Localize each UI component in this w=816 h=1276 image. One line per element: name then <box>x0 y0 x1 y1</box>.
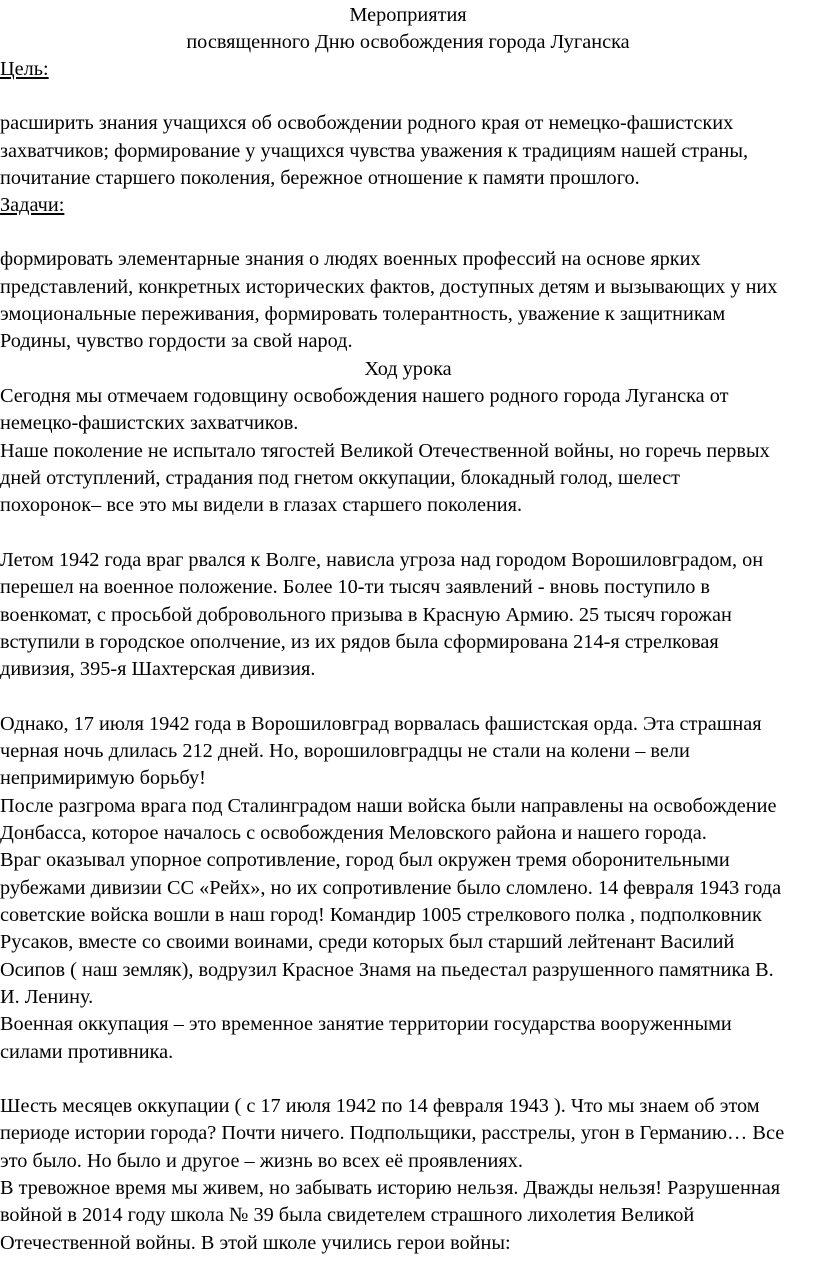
body-line: перешел на военное положение. Более 10-ти тысяч заявлений - вновь поступило в <box>0 576 710 598</box>
body-line: военкомат, с просьбой добровольного призыва в Красную Армию. 25 тысяч горожан <box>0 604 732 626</box>
goal-heading: Цель: <box>0 58 49 80</box>
body-line: После разгрома врага под Сталинградом наши войска были направлены на освобождение <box>0 795 777 817</box>
body-line: Донбасса, которое началось с освобождения Меловского района и нашего города. <box>0 822 707 844</box>
goal-line: почитание старшего поколения, бережное отношение к памяти прошлого. <box>0 167 640 189</box>
body-line: немецко-фашистских захватчиков. <box>0 412 299 434</box>
body-line: Шесть месяцев оккупации ( с 17 июля 1942 по 14 февраля 1943 ). Что мы знаем об этом <box>0 1095 760 1117</box>
body-line: силами противника. <box>0 1041 174 1063</box>
body-line: дивизия, 395-я Шахтерская дивизия. <box>0 658 316 680</box>
body-line: советские войска вошли в наш город! Командир 1005 стрелкового полка , подполковник <box>0 904 762 926</box>
body-line: Русаков, вместе со своими воинами, среди которых был старший лейтенант Василий <box>0 931 735 953</box>
tasks-line: Родины, чувство гордости за свой народ. <box>0 330 353 352</box>
body-line: Летом 1942 года враг рвался к Волге, нависла угроза над городом Ворошиловградом, он <box>0 549 764 571</box>
tasks-heading: Задачи: <box>0 194 65 216</box>
body-line: Отечественной войны. В этой школе учились герои войны: <box>0 1232 511 1254</box>
body-line: В тревожное время мы живем, но забывать историю нельзя. Дважды нельзя! Разрушенная <box>0 1177 781 1199</box>
body-line: Военная оккупация – это временное занятие территории государства вооруженными <box>0 1013 732 1035</box>
body-line: Осипов ( наш земляк), водрузил Красное Знамя на пьедестал разрушенного памятника В. <box>0 959 774 981</box>
body-line: это было. Но было и другое – жизнь во всех её проявлениях. <box>0 1150 523 1172</box>
goal-line: расширить знания учащихся об освобождении родного края от немецко-фашистских <box>0 112 734 134</box>
lesson-heading: Ход урока <box>364 358 452 380</box>
tasks-line: эмоциональные переживания, формировать толерантность, уважение к защитникам <box>0 303 726 325</box>
tasks-line: формировать элементарные знания о людях военных профессий на основе ярких <box>0 248 701 270</box>
tasks-line: представлений, конкретных исторических фактов, доступных детям и вызывающих у них <box>0 276 778 298</box>
body-line: черная ночь длилась 212 дней. Но, ворошиловградцы не стали на колени – вели <box>0 740 690 762</box>
goal-line: захватчиков; формирование у учащихся чувства уважения к традициям нашей страны, <box>0 140 749 162</box>
body-line: Однако, 17 июля 1942 года в Ворошиловград ворвалась фашистская орда. Эта страшная <box>0 713 762 735</box>
body-line: Наше поколение не испытало тягостей Великой Отечественной войны, но горечь первых <box>0 440 770 462</box>
title-line-2: посвященного Дню освобождения города Луганска <box>186 31 630 53</box>
body-line: дней отступлений, страдания под гнетом оккупации, блокадный голод, шелест <box>0 467 680 489</box>
body-line: непримиримую борьбу! <box>0 767 206 789</box>
body-line: И. Ленину. <box>0 986 94 1008</box>
body-line: периоде истории города? Почти ничего. Подпольщики, расстрелы, угон в Германию… Все <box>0 1122 785 1144</box>
body-line: Сегодня мы отмечаем годовщину освобождения нашего родного города Луганска от <box>0 385 729 407</box>
body-line: войной в 2014 году школа № 39 была свидетелем страшного лихолетия Великой <box>0 1204 695 1226</box>
body-line: вступили в городское ополчение, из их рядов была сформирована 214-я стрелковая <box>0 631 719 653</box>
body-line: похоронок– все это мы видели в глазах старшего поколения. <box>0 494 523 516</box>
title-line-1: Мероприятия <box>349 4 467 26</box>
body-line: рубежами дивизии СС «Рейх», но их сопротивление было сломлено. 14 февраля 1943 года <box>0 877 782 899</box>
body-line: Враг оказывал упорное сопротивление, город был окружен тремя оборонительными <box>0 849 730 871</box>
